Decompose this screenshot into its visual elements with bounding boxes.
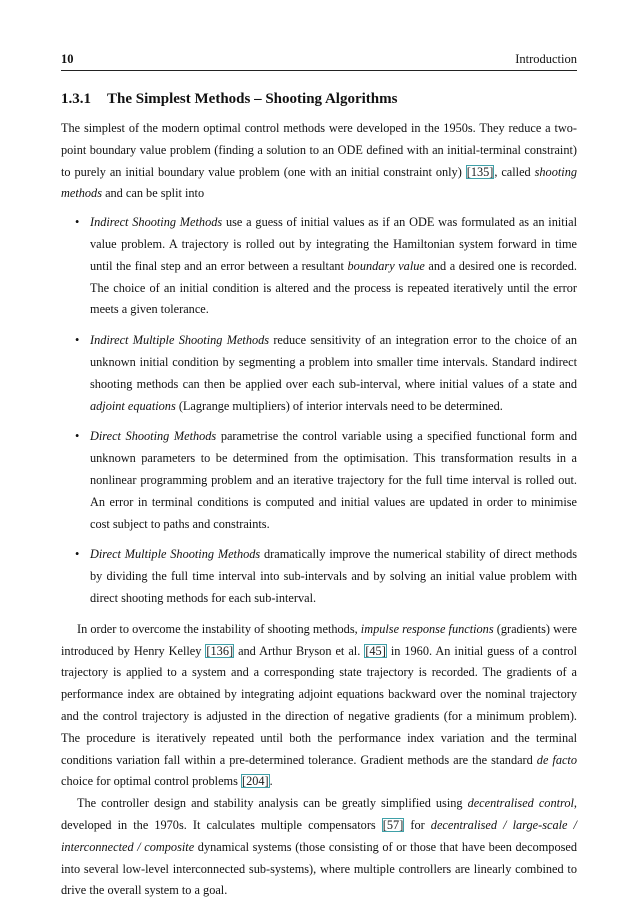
method-term: Direct Shooting Methods xyxy=(90,429,217,444)
para-emphasis: impulse response functions xyxy=(360,621,494,636)
method-term: Indirect Shooting Methods xyxy=(90,215,223,230)
citation-link[interactable]: [204] xyxy=(241,774,269,789)
bullet-icon: • xyxy=(75,215,80,230)
intro-text-1: The simplest of the modern optimal control methods were developed in the 1950s. They reduce a two-point boundary value problem (finding a solution to an ODE defined with an initial-terminal constraint) to purely an initial boundary value problem (one with an initial constraint only) xyxy=(61,121,577,179)
method-text: parametrise the control variable using a specified functional form and unknown parameters to be determined from the optimisation. This transformation results in a nonlinear programming problem and an iterative trajectory for the full time interval is rolled out. An error in terminal conditions is computed and initial values are updated in order to minimise cost subject to paths and constraints. xyxy=(90,429,577,531)
section-number: 1.3.1 xyxy=(61,91,91,107)
list-item xyxy=(61,330,577,417)
para-text: for xyxy=(404,817,431,832)
para-emphasis: decentralised / large-scale / interconnected / composite xyxy=(61,817,577,854)
list-item xyxy=(61,212,577,321)
bullet-icon: • xyxy=(75,333,80,348)
para-text: and Arthur Bryson et al. xyxy=(234,643,365,658)
running-header xyxy=(61,52,577,71)
body-text xyxy=(61,118,577,902)
para-text: The controller design and stability analysis can be greatly simplified using xyxy=(77,796,468,811)
method-text: and a desired one is recorded. The choice of an initial condition is altered and the process is repeated iteratively until the error meets a given tolerance. xyxy=(90,258,577,317)
para-text: , developed in the 1970s. It calculates multiple compensators xyxy=(61,796,577,832)
intro-emphasis: shooting methods xyxy=(61,164,577,201)
citation-link[interactable]: [45] xyxy=(365,643,386,658)
bullet-icon: • xyxy=(75,429,80,444)
method-text: (Lagrange multipliers) of interior intervals need to be determined. xyxy=(175,398,503,413)
method-text: use a guess of initial values as if an ODE was formulated as an initial value problem. A trajectory is rolled out by integrating the Hamiltonian system forward in time until the final step and an error between a resultant xyxy=(90,215,577,273)
intro-paragraph xyxy=(61,118,577,205)
method-text: dramatically improve the numerical stability of direct methods by dividing the full time interval into sub-intervals and by solving an initial value problem with direct shooting methods for each sub-interval. xyxy=(90,547,578,605)
para-text: in 1960. An initial guess of a control trajectory is applied to a system and a corresponding state trajectory is recorded. The gradients of a performance index are obtained by integrating adjoint equations backward over the nominal trajectory and the control trajectory is adjusted in the direction of negative gradients (for a minimum problem). The procedure is iteratively repeated until both the performance index variation and the terminal conditions variation fall within a pre-determined tolerance. Gradient methods are the standard xyxy=(61,643,577,767)
citation-link[interactable]: [57] xyxy=(382,817,404,832)
para-text: In order to overcome the instability of shooting methods, xyxy=(77,621,361,636)
citation-link[interactable]: [136] xyxy=(206,643,234,658)
method-term: Indirect Multiple Shooting Methods xyxy=(90,333,270,348)
method-text: reduce sensitivity of an integration error to the choice of an unknown initial condition by segmenting a problem into smaller time intervals. Standard indirect shooting methods can then be applied over each sub-interval, where initial values of a state and xyxy=(90,333,577,391)
para-emphasis: decentralised control xyxy=(467,796,574,811)
para-emphasis: de facto xyxy=(536,752,577,767)
list-item xyxy=(61,544,577,609)
gradient-paragraph xyxy=(61,619,577,793)
para-text: choice for optimal control problems xyxy=(61,774,241,789)
method-term: Direct Multiple Shooting Methods xyxy=(90,547,261,562)
intro-text-3: and can be split into xyxy=(102,186,205,201)
para-text: . xyxy=(269,774,273,789)
bullet-icon: • xyxy=(75,547,80,562)
methods-list xyxy=(61,212,577,610)
method-emphasis: boundary value xyxy=(347,258,425,273)
section-title: The Simplest Methods – Shooting Algorithms xyxy=(107,91,398,107)
list-item xyxy=(61,426,577,535)
section-heading xyxy=(61,91,577,108)
para-text: (gradients) were introduced by Henry Kelley xyxy=(61,621,578,658)
intro-text-2: , called xyxy=(494,164,535,179)
chapter-title: Introduction xyxy=(515,52,577,66)
method-emphasis: adjoint equations xyxy=(90,398,176,413)
page-number: 10 xyxy=(61,52,74,66)
para-text: dynamical systems (those consisting of or those that have been decomposed into several low-level interconnected sub-systems), where multiple controllers are linearly combined to drive the overall system to a goal. xyxy=(61,839,577,898)
decentralised-paragraph xyxy=(61,793,577,902)
citation-link[interactable]: [135] xyxy=(466,164,494,179)
